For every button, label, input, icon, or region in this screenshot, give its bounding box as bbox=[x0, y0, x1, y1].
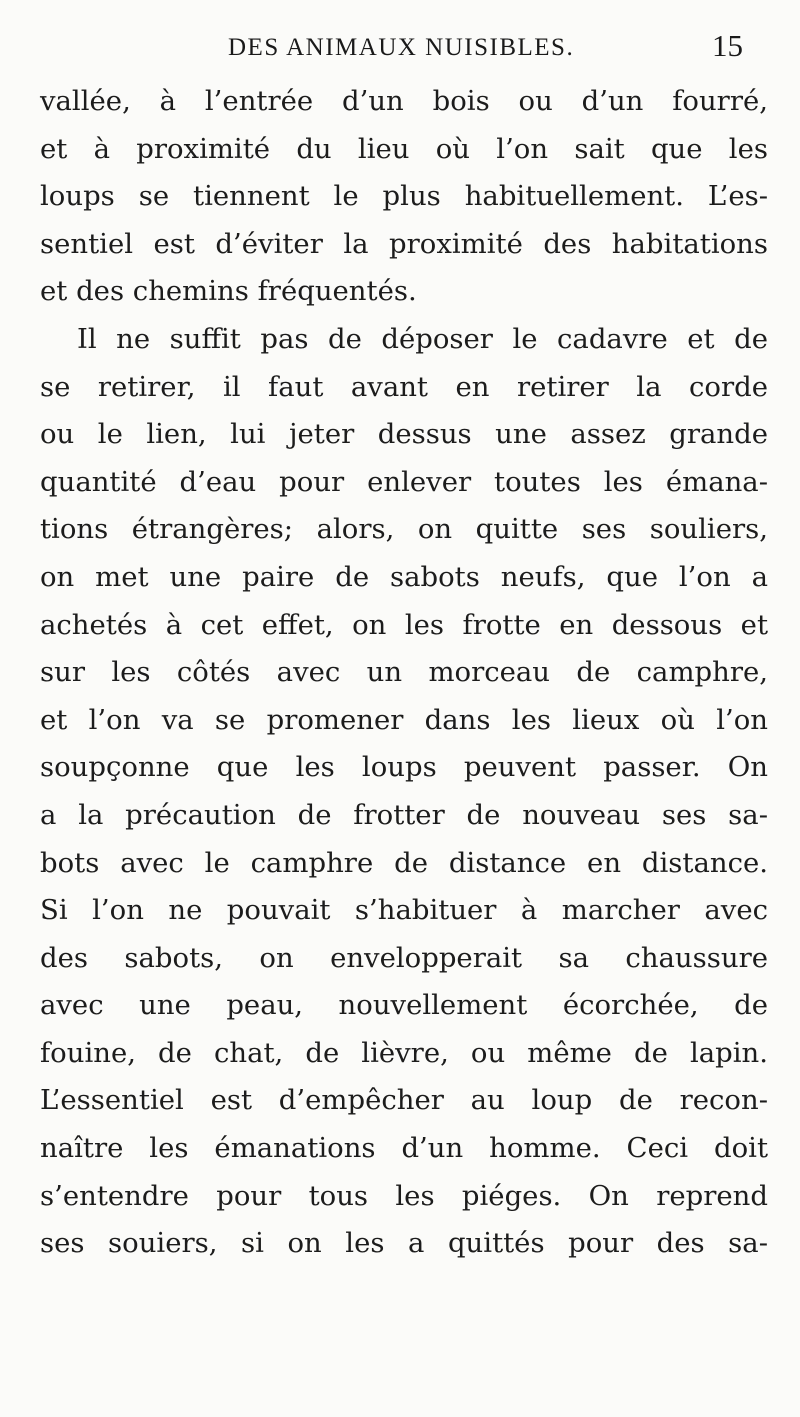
text-line: fouine, de chat, de lièvre, ou même de lapin. bbox=[40, 1036, 768, 1069]
text-line: ou le lien, lui jeter dessus une assez grande bbox=[40, 418, 768, 451]
text-line: naître les émanations d’un homme. Ceci doit bbox=[40, 1132, 768, 1165]
text-line: et des chemins fréquentés. bbox=[40, 275, 417, 308]
text-line: quantité d’eau pour enlever toutes les émana- bbox=[40, 465, 768, 498]
text-line: achetés à cet effet, on les frotte en dessous et bbox=[40, 608, 768, 641]
text-line: loups se tiennent le plus habituellement. L’es- bbox=[40, 180, 768, 213]
text-line: et l’on va se promener dans les lieux où l’on bbox=[40, 703, 768, 736]
text-line: L’essentiel est d’empêcher au loup de recon- bbox=[40, 1084, 768, 1117]
text-line: bots avec le camphre de distance en distance. bbox=[40, 846, 768, 879]
text-line: des sabots, on envelopperait sa chaussure bbox=[40, 941, 768, 974]
running-head: DES ANIMAUX NUISIBLES. bbox=[228, 34, 575, 61]
text-line: tions étrangères; alors, on quitte ses souliers, bbox=[40, 513, 768, 546]
text-line: sentiel est d’éviter la proximité des habitations bbox=[40, 227, 768, 260]
text-line: on met une paire de sabots neufs, que l’on a bbox=[40, 560, 768, 593]
page-number: 15 bbox=[712, 28, 743, 63]
body-text bbox=[40, 78, 768, 1268]
text-line: Si l’on ne pouvait s’habituer à marcher avec bbox=[40, 894, 768, 927]
paragraph-start-line: Il ne suffit pas de déposer le cadavre et de bbox=[77, 322, 768, 355]
text-line: se retirer, il faut avant en retirer la corde bbox=[40, 370, 768, 403]
text-line: et à proximité du lieu où l’on sait que les bbox=[40, 132, 768, 165]
text-line: avec une peau, nouvellement écorchée, de bbox=[40, 989, 768, 1022]
text-line: sur les côtés avec un morceau de camphre, bbox=[40, 656, 768, 689]
text-line: vallée, à l’entrée d’un bois ou d’un fourré, bbox=[40, 85, 768, 117]
text-line: a la précaution de frotter de nouveau ses sa- bbox=[40, 798, 768, 831]
text-line: ses souiers, si on les a quittés pour des sa- bbox=[40, 1227, 768, 1260]
text-line: s’entendre pour tous les piéges. On reprend bbox=[40, 1179, 768, 1212]
text-line: soupçonne que les loups peuvent passer. On bbox=[40, 751, 768, 784]
